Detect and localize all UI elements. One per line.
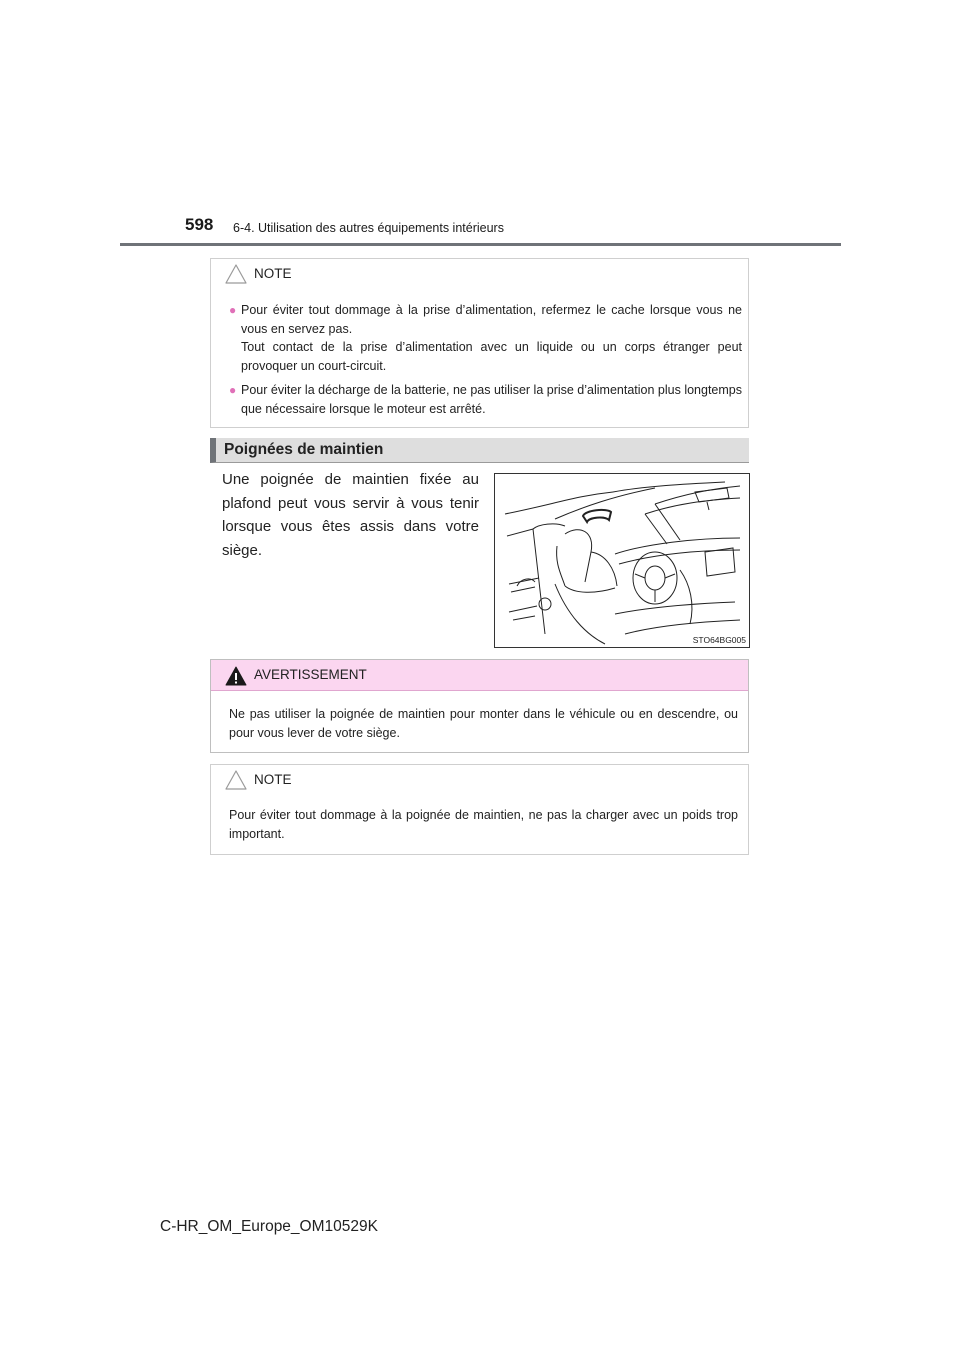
- section-heading-text: Poignées de maintien: [224, 441, 384, 458]
- bullet-dot-icon: ●: [229, 303, 237, 317]
- section-heading: [210, 438, 749, 463]
- assist-grip-illustration: [494, 473, 750, 648]
- note-header: [211, 765, 748, 793]
- caution-triangle-icon: [225, 770, 247, 790]
- body-paragraph: Une poignée de maintien fixée au plafond peut vous servir à vous tenir lorsque vous êtes assis dans votre siège.: [222, 471, 479, 559]
- document-footer: C-HR_OM_Europe_OM10529K: [160, 1218, 378, 1235]
- note-bullet: [229, 381, 742, 418]
- warning-label: AVERTISSEMENT: [254, 667, 367, 682]
- note-text: Pour éviter tout dommage à la poignée de maintien, ne pas la charger avec un poids trop important.: [229, 808, 738, 841]
- caution-triangle-icon: [225, 264, 247, 284]
- note-bullet: [229, 301, 742, 375]
- note-bullet-text: Pour éviter tout dommage à la prise d’alimentation, refermez le cache lorsque vous ne vous en servez pas.: [241, 303, 742, 336]
- header-rule: [120, 243, 841, 246]
- note-box-power-outlet: [210, 258, 749, 428]
- section-title: 6-4. Utilisation des autres équipements intérieurs: [233, 221, 504, 235]
- warning-triangle-icon: [225, 666, 247, 686]
- bullet-dot-icon: ●: [229, 383, 237, 397]
- car-interior-drawing: [495, 474, 749, 647]
- note-header: [211, 259, 748, 287]
- note-bullet-text: Pour éviter la décharge de la batterie, ne pas utiliser la prise d’alimentation plus longtemps que nécessaire lorsque le moteur est arrêté.: [241, 383, 742, 416]
- figure-code: STO64BG005: [692, 635, 746, 645]
- warning-text: Ne pas utiliser la poignée de maintien pour monter dans le véhicule ou en descendre, ou pour vous lever de votre siège.: [229, 707, 738, 740]
- note-label: NOTE: [254, 266, 292, 281]
- warning-box: [210, 659, 749, 753]
- note-box-grip: [210, 764, 749, 855]
- warning-header: [211, 660, 748, 691]
- note-label: NOTE: [254, 772, 292, 787]
- note-bullet-text: Tout contact de la prise d’alimentation avec un liquide ou un corps étranger peut provoquer un court-circuit.: [241, 340, 742, 373]
- page-number: 598: [185, 215, 214, 234]
